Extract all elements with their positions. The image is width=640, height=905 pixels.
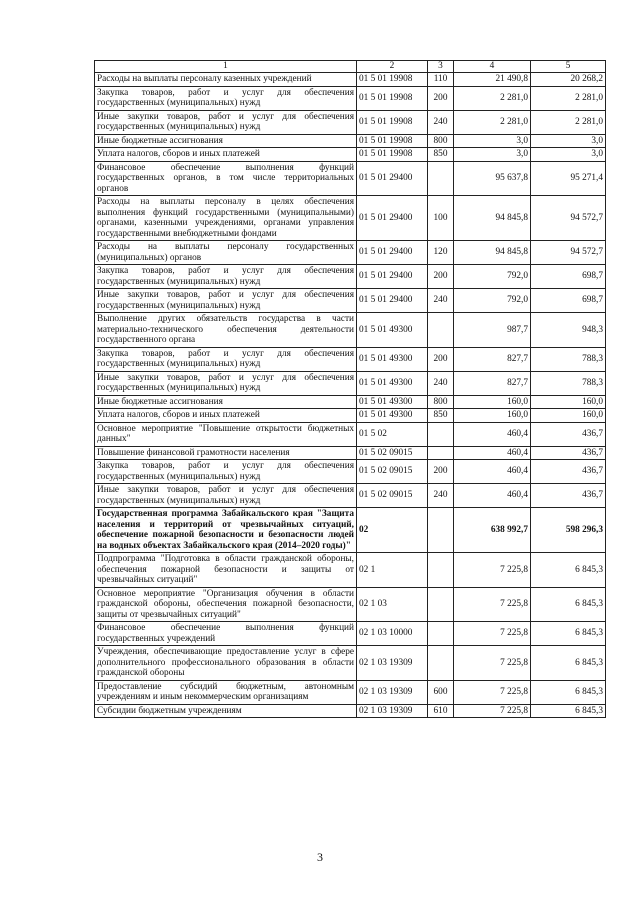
- table-row: [95, 86, 606, 110]
- row-value-2-cell: 6 845,3: [531, 646, 606, 681]
- row-name-cell: Закупка товаров, работ и услуг для обеспечения государственных (муниципальных) нужд: [95, 460, 357, 484]
- row-code-cell: 01 5 01 49300: [357, 347, 428, 371]
- row-type-cell: 240: [428, 110, 454, 134]
- row-value-1-cell: 7 225,8: [454, 622, 531, 646]
- table-row: [95, 508, 606, 553]
- row-code-cell: 02 1 03 19309: [357, 704, 428, 718]
- row-type-cell: [428, 313, 454, 348]
- budget-table-container: [94, 60, 605, 718]
- row-name-cell: Уплата налогов, сборов и иных платежей: [95, 148, 357, 162]
- row-value-2-cell: 3,0: [531, 148, 606, 162]
- row-type-cell: [428, 622, 454, 646]
- row-code-cell: 01 5 01 19908: [357, 134, 428, 148]
- row-type-cell: 240: [428, 371, 454, 395]
- row-code-cell: 01 5 02 09015: [357, 484, 428, 508]
- row-type-cell: 800: [428, 395, 454, 409]
- row-code-cell: 02 1 03: [357, 587, 428, 622]
- row-name-cell: Расходы на выплаты персоналу государственных (муниципальных) органов: [95, 241, 357, 265]
- row-value-1-cell: 7 225,8: [454, 587, 531, 622]
- row-value-2-cell: 6 845,3: [531, 553, 606, 588]
- page-number: 3: [317, 850, 323, 864]
- row-value-2-cell: 436,7: [531, 422, 606, 446]
- header-col-1: 1: [95, 61, 357, 73]
- row-type-cell: 200: [428, 86, 454, 110]
- row-value-1-cell: 7 225,8: [454, 680, 531, 704]
- header-col-2: 2: [357, 61, 428, 73]
- row-value-1-cell: 21 490,8: [454, 73, 531, 87]
- table-row: [95, 241, 606, 265]
- row-value-1-cell: 94 845,8: [454, 241, 531, 265]
- table-row: [95, 313, 606, 348]
- row-type-cell: 100: [428, 196, 454, 241]
- row-type-cell: 240: [428, 484, 454, 508]
- row-name-cell: Субсидии бюджетным учреждениям: [95, 704, 357, 718]
- row-value-1-cell: 3,0: [454, 148, 531, 162]
- row-name-cell: Иные закупки товаров, работ и услуг для обеспечения государственных (муниципальных) нужд: [95, 484, 357, 508]
- row-value-1-cell: 638 992,7: [454, 508, 531, 553]
- row-type-cell: 600: [428, 680, 454, 704]
- table-row: [95, 289, 606, 313]
- row-value-2-cell: 95 271,4: [531, 161, 606, 196]
- table-row: [95, 73, 606, 87]
- row-code-cell: 02 1 03 19309: [357, 646, 428, 681]
- table-row: [95, 622, 606, 646]
- row-code-cell: 01 5 01 19908: [357, 73, 428, 87]
- row-value-2-cell: 94 572,7: [531, 196, 606, 241]
- row-value-1-cell: 460,4: [454, 446, 531, 460]
- row-type-cell: 850: [428, 409, 454, 423]
- row-value-1-cell: 987,7: [454, 313, 531, 348]
- row-name-cell: Уплата налогов, сборов и иных платежей: [95, 409, 357, 423]
- row-value-2-cell: 94 572,7: [531, 241, 606, 265]
- row-type-cell: 200: [428, 460, 454, 484]
- table-row: [95, 395, 606, 409]
- row-type-cell: [428, 446, 454, 460]
- row-name-cell: Подпрограмма "Подготовка в области гражданской обороны, обеспечения пожарной безопасности и защиты от чрезвычайных ситуаций": [95, 553, 357, 588]
- row-value-2-cell: 160,0: [531, 395, 606, 409]
- row-name-cell: Закупка товаров, работ и услуг для обеспечения государственных (муниципальных) нужд: [95, 86, 357, 110]
- row-value-2-cell: 6 845,3: [531, 622, 606, 646]
- table-row: [95, 347, 606, 371]
- row-code-cell: 02 1 03 19309: [357, 680, 428, 704]
- table-row: [95, 704, 606, 718]
- row-name-cell: Государственная программа Забайкальского края "Защита населения и территорий от чрезвычайных ситуаций, обеспечение пожарной безопасности и безопасности людей на водных объектах Забайкальского края (2014–2020 годы)": [95, 508, 357, 553]
- row-value-1-cell: 7 225,8: [454, 553, 531, 588]
- row-value-2-cell: 436,7: [531, 460, 606, 484]
- table-header-row: [95, 61, 606, 73]
- row-code-cell: 02 1 03 10000: [357, 622, 428, 646]
- row-value-2-cell: 436,7: [531, 484, 606, 508]
- row-code-cell: 01 5 01 29400: [357, 196, 428, 241]
- row-value-2-cell: 160,0: [531, 409, 606, 423]
- table-row: [95, 409, 606, 423]
- row-code-cell: 02: [357, 508, 428, 553]
- table-row: [95, 371, 606, 395]
- table-row: [95, 265, 606, 289]
- row-type-cell: 200: [428, 347, 454, 371]
- table-row: [95, 148, 606, 162]
- row-value-1-cell: 460,4: [454, 460, 531, 484]
- row-type-cell: 850: [428, 148, 454, 162]
- table-row: [95, 484, 606, 508]
- row-code-cell: 01 5 01 49300: [357, 409, 428, 423]
- table-row: [95, 196, 606, 241]
- row-value-1-cell: 460,4: [454, 422, 531, 446]
- row-name-cell: Основное мероприятие "Повышение открытости бюджетных данных": [95, 422, 357, 446]
- row-value-1-cell: 2 281,0: [454, 86, 531, 110]
- row-type-cell: 200: [428, 265, 454, 289]
- row-code-cell: 01 5 01 29400: [357, 241, 428, 265]
- header-col-4: 4: [454, 61, 531, 73]
- row-name-cell: Закупка товаров, работ и услуг для обеспечения государственных (муниципальных) нужд: [95, 347, 357, 371]
- row-value-2-cell: 698,7: [531, 265, 606, 289]
- table-row: [95, 422, 606, 446]
- row-code-cell: 01 5 02 09015: [357, 446, 428, 460]
- row-value-1-cell: 3,0: [454, 134, 531, 148]
- row-code-cell: 01 5 01 29400: [357, 161, 428, 196]
- header-col-5: 5: [531, 61, 606, 73]
- row-value-1-cell: 2 281,0: [454, 110, 531, 134]
- row-code-cell: 01 5 01 49300: [357, 313, 428, 348]
- row-value-2-cell: 2 281,0: [531, 110, 606, 134]
- row-value-1-cell: 7 225,8: [454, 704, 531, 718]
- row-code-cell: 01 5 01 49300: [357, 395, 428, 409]
- row-value-1-cell: 792,0: [454, 265, 531, 289]
- row-type-cell: 120: [428, 241, 454, 265]
- row-code-cell: 01 5 01 29400: [357, 289, 428, 313]
- row-code-cell: 01 5 01 49300: [357, 371, 428, 395]
- row-name-cell: Финансовое обеспечение выполнения функций государственных учреждений: [95, 622, 357, 646]
- row-type-cell: [428, 161, 454, 196]
- row-type-cell: [428, 646, 454, 681]
- row-code-cell: 01 5 02 09015: [357, 460, 428, 484]
- budget-table: [94, 60, 606, 718]
- row-value-2-cell: 6 845,3: [531, 680, 606, 704]
- row-value-1-cell: 792,0: [454, 289, 531, 313]
- row-name-cell: Иные бюджетные ассигнования: [95, 395, 357, 409]
- row-value-2-cell: 3,0: [531, 134, 606, 148]
- row-value-2-cell: 6 845,3: [531, 704, 606, 718]
- header-col-3: 3: [428, 61, 454, 73]
- row-value-2-cell: 598 296,3: [531, 508, 606, 553]
- table-row: [95, 460, 606, 484]
- table-row: [95, 680, 606, 704]
- row-type-cell: 240: [428, 289, 454, 313]
- row-value-2-cell: 788,3: [531, 371, 606, 395]
- row-type-cell: 610: [428, 704, 454, 718]
- row-value-1-cell: 7 225,8: [454, 646, 531, 681]
- row-value-2-cell: 20 268,2: [531, 73, 606, 87]
- table-row: [95, 161, 606, 196]
- row-name-cell: Повышение финансовой грамотности населения: [95, 446, 357, 460]
- row-value-1-cell: 460,4: [454, 484, 531, 508]
- row-code-cell: 01 5 01 19908: [357, 148, 428, 162]
- table-row: [95, 134, 606, 148]
- row-name-cell: Иные закупки товаров, работ и услуг для обеспечения государственных (муниципальных) нужд: [95, 289, 357, 313]
- row-name-cell: Иные закупки товаров, работ и услуг для обеспечения государственных (муниципальных) нужд: [95, 110, 357, 134]
- row-name-cell: Расходы на выплаты персоналу в целях обеспечения выполнения функций государственными (муниципальными) органами, казенными учреждениями, органами управления государственными внебюджетными фондами: [95, 196, 357, 241]
- row-value-2-cell: 788,3: [531, 347, 606, 371]
- row-code-cell: 02 1: [357, 553, 428, 588]
- row-type-cell: 800: [428, 134, 454, 148]
- row-code-cell: 01 5 01 29400: [357, 265, 428, 289]
- row-value-1-cell: 94 845,8: [454, 196, 531, 241]
- row-type-cell: 110: [428, 73, 454, 87]
- row-value-1-cell: 160,0: [454, 395, 531, 409]
- row-code-cell: 01 5 01 19908: [357, 86, 428, 110]
- row-code-cell: 01 5 02: [357, 422, 428, 446]
- row-value-2-cell: 6 845,3: [531, 587, 606, 622]
- row-value-2-cell: 2 281,0: [531, 86, 606, 110]
- row-value-1-cell: 827,7: [454, 347, 531, 371]
- row-name-cell: Основное мероприятие "Организация обучения в области гражданской обороны, обеспечения пожарной безопасности, защиты от чрезвычайных ситуаций": [95, 587, 357, 622]
- row-type-cell: [428, 553, 454, 588]
- table-row: [95, 446, 606, 460]
- row-code-cell: 01 5 01 19908: [357, 110, 428, 134]
- row-name-cell: Выполнение других обязательств государства в части материально-технического обеспечения деятельности государственного органа: [95, 313, 357, 348]
- row-name-cell: Финансовое обеспечение выполнения функций государственных органов, в том числе территориальных органов: [95, 161, 357, 196]
- table-row: [95, 646, 606, 681]
- row-value-1-cell: 95 637,8: [454, 161, 531, 196]
- row-value-1-cell: 160,0: [454, 409, 531, 423]
- row-name-cell: Учреждения, обеспечивающие предоставление услуг в сфере дополнительного профессионального образования в области гражданской обороны: [95, 646, 357, 681]
- table-row: [95, 110, 606, 134]
- row-name-cell: Расходы на выплаты персоналу казенных учреждений: [95, 73, 357, 87]
- row-value-2-cell: 436,7: [531, 446, 606, 460]
- row-type-cell: [428, 508, 454, 553]
- row-name-cell: Иные бюджетные ассигнования: [95, 134, 357, 148]
- row-name-cell: Предоставление субсидий бюджетным, автономным учреждениям и иным некоммерческим организациям: [95, 680, 357, 704]
- row-type-cell: [428, 587, 454, 622]
- row-name-cell: Иные закупки товаров, работ и услуг для обеспечения государственных (муниципальных) нужд: [95, 371, 357, 395]
- row-name-cell: Закупка товаров, работ и услуг для обеспечения государственных (муниципальных) нужд: [95, 265, 357, 289]
- table-row: [95, 587, 606, 622]
- row-value-1-cell: 827,7: [454, 371, 531, 395]
- table-row: [95, 553, 606, 588]
- row-value-2-cell: 698,7: [531, 289, 606, 313]
- row-type-cell: [428, 422, 454, 446]
- row-value-2-cell: 948,3: [531, 313, 606, 348]
